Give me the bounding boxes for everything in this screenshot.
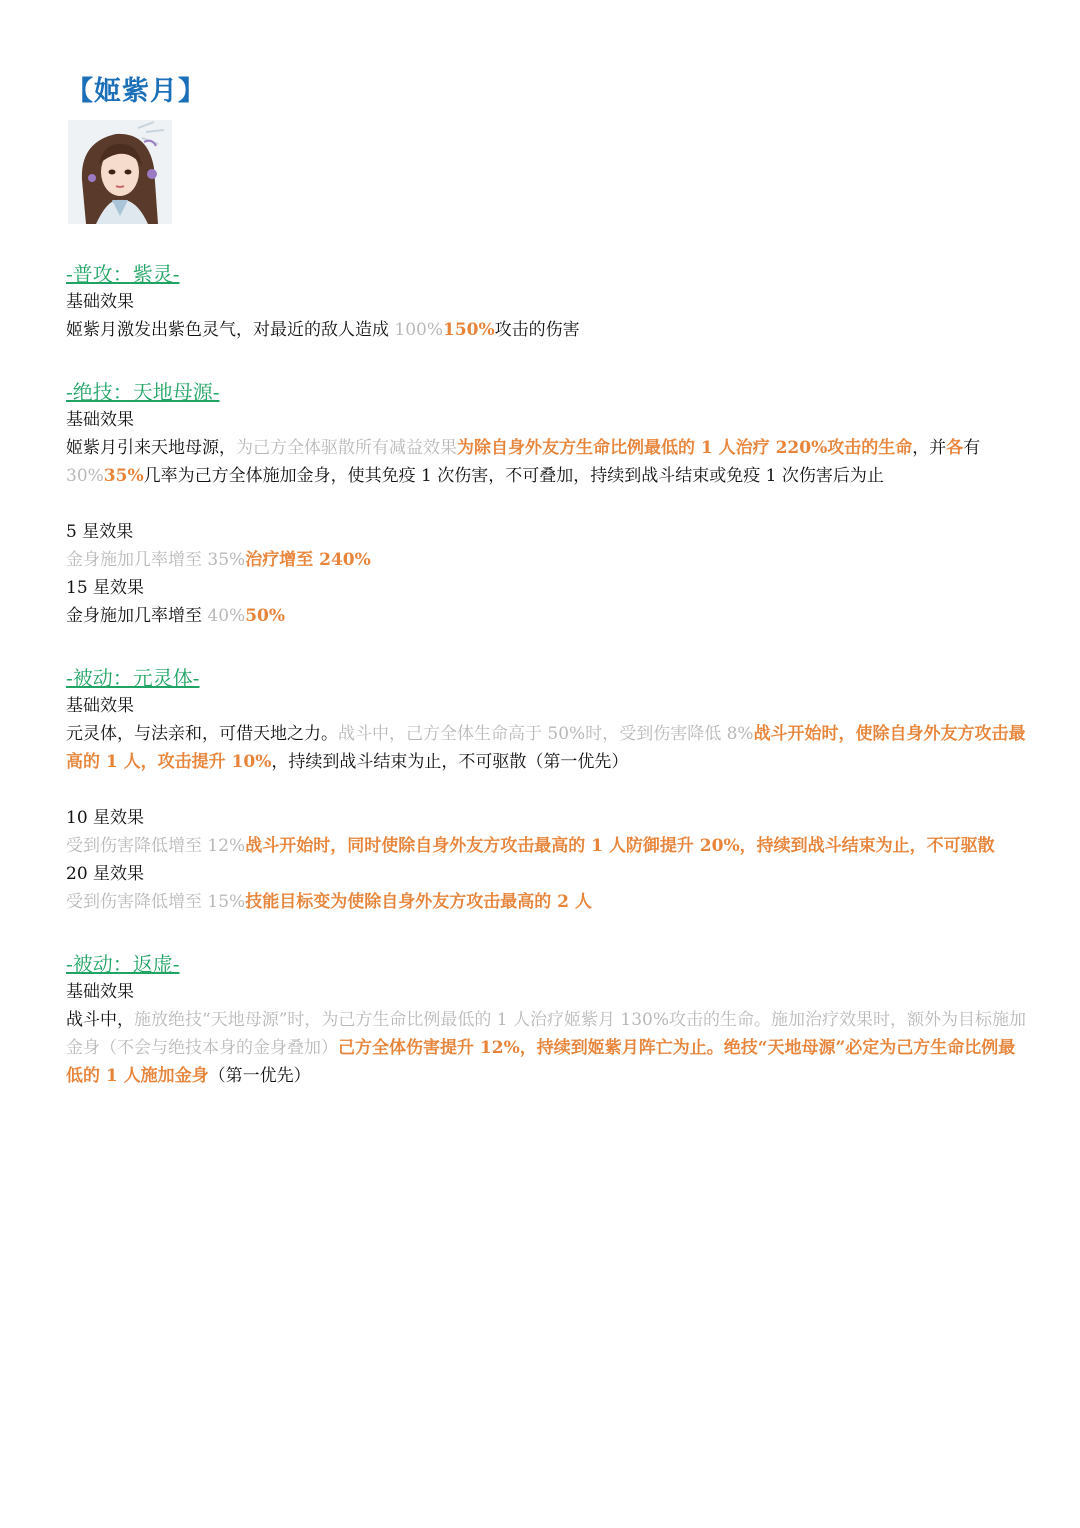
new-value-text: 为除自身外友方生命比例最低的 1 人治疗 220%攻击的生命: [457, 438, 913, 458]
new-value-text: 50%: [245, 606, 286, 626]
star-effect-label: 10 星效果: [66, 808, 145, 828]
new-value-text: 战斗开始时，同时使除自身外友方攻击最高的 1 人防御提升 20%，持续到战斗结束为止，不可驱散: [245, 836, 995, 856]
old-value-text: 受到伤害降低增至 12%: [66, 836, 246, 856]
skill-section-passive-2: [66, 950, 1026, 1090]
effect-text: 姬紫月引来天地母源，: [66, 438, 236, 458]
effect-text: 元灵体，与法亲和，可借天地之力。: [66, 724, 338, 744]
old-value-text: 为己方全体驱散所有减益效果: [236, 438, 457, 458]
new-value-text: 己方全体伤害提升 12%，持续到姬紫月阵亡为止。绝技“天地母源”必定为己方生命比例最低的 1 人施加金身: [66, 1038, 1016, 1086]
star-effect-label: 5 星效果: [66, 522, 134, 542]
skill-section-normal-attack: [66, 260, 1026, 344]
skill-section-ultimate: [66, 378, 1026, 630]
new-value-text: 各: [946, 438, 964, 458]
new-value-text: 治疗增至 240%: [245, 550, 371, 570]
document-page: [66, 72, 1026, 1090]
skill-section-passive-1: [66, 664, 1026, 916]
effect-text: 攻击的伤害: [494, 320, 580, 340]
effect-text: 几率为己方全体施加金身，使其免疫 1 次伤害，不可叠加，持续到战斗结束或免疫 1 次伤害后为止: [143, 466, 884, 486]
star-effect-text: [66, 888, 1026, 916]
star-effect-label: 15 星效果: [66, 578, 145, 598]
skill-title: -被动：返虚-: [66, 952, 180, 976]
hero-portrait: [68, 120, 172, 224]
effect-text: 有: [963, 438, 981, 458]
star-effect-label: 20 星效果: [66, 864, 145, 884]
star-effect-text: [66, 546, 1026, 574]
hero-name: 【姬紫月】: [66, 76, 206, 107]
base-effect-label: 基础效果: [66, 410, 134, 430]
effect-text: ，持续到战斗结束为止，不可驱散（第一优先）: [271, 752, 629, 772]
effect-text: 金身施加几率增至: [66, 606, 208, 626]
base-effect-text: [66, 720, 1026, 776]
new-value-text: 战斗开始时，使除自身外友方攻击最高的 1 人，攻击提升 10%: [66, 724, 1026, 772]
new-value-text: 35%: [103, 466, 144, 486]
skill-title: -普攻：紫灵-: [66, 262, 180, 286]
new-value-text: 150%: [443, 320, 495, 340]
base-effect-label: 基础效果: [66, 292, 134, 312]
old-value-text: 100%: [394, 320, 444, 340]
star-effect-text: [66, 832, 1026, 860]
old-value-text: 30%: [66, 466, 104, 486]
effect-text: ，并: [912, 438, 947, 458]
old-value-text: 施放绝技“天地母源”时，为己方生命比例最低的 1 人治疗姬紫月 130%攻击的生命。施加治疗效果时，额外为目标施加金身（不会与绝技本身的金身叠加）: [66, 1010, 1027, 1058]
old-value-text: 金身施加几率增至 35%: [66, 550, 246, 570]
old-value-text: 受到伤害降低增至 15%: [66, 892, 246, 912]
effect-text: 姬紫月激发出紫色灵气，对最近的敌人造成: [66, 320, 395, 340]
base-effect-text: [66, 434, 1026, 490]
base-effect-label: 基础效果: [66, 696, 134, 716]
effect-text: 战斗中，: [66, 1010, 134, 1030]
skill-title: -被动：元灵体-: [66, 666, 200, 690]
old-value-text: 40%: [207, 606, 246, 626]
star-effect-text: [66, 602, 1026, 630]
base-effect-text: [66, 316, 1026, 344]
skill-title: -绝技：天地母源-: [66, 380, 220, 404]
new-value-text: 技能目标变为使除自身外友方攻击最高的 2 人: [245, 892, 592, 912]
old-value-text: 战斗中，己方全体生命高于 50%时，受到伤害降低 8%: [338, 724, 754, 744]
effect-text: （第一优先）: [208, 1066, 311, 1086]
base-effect-text: [66, 1006, 1026, 1090]
base-effect-label: 基础效果: [66, 982, 134, 1002]
